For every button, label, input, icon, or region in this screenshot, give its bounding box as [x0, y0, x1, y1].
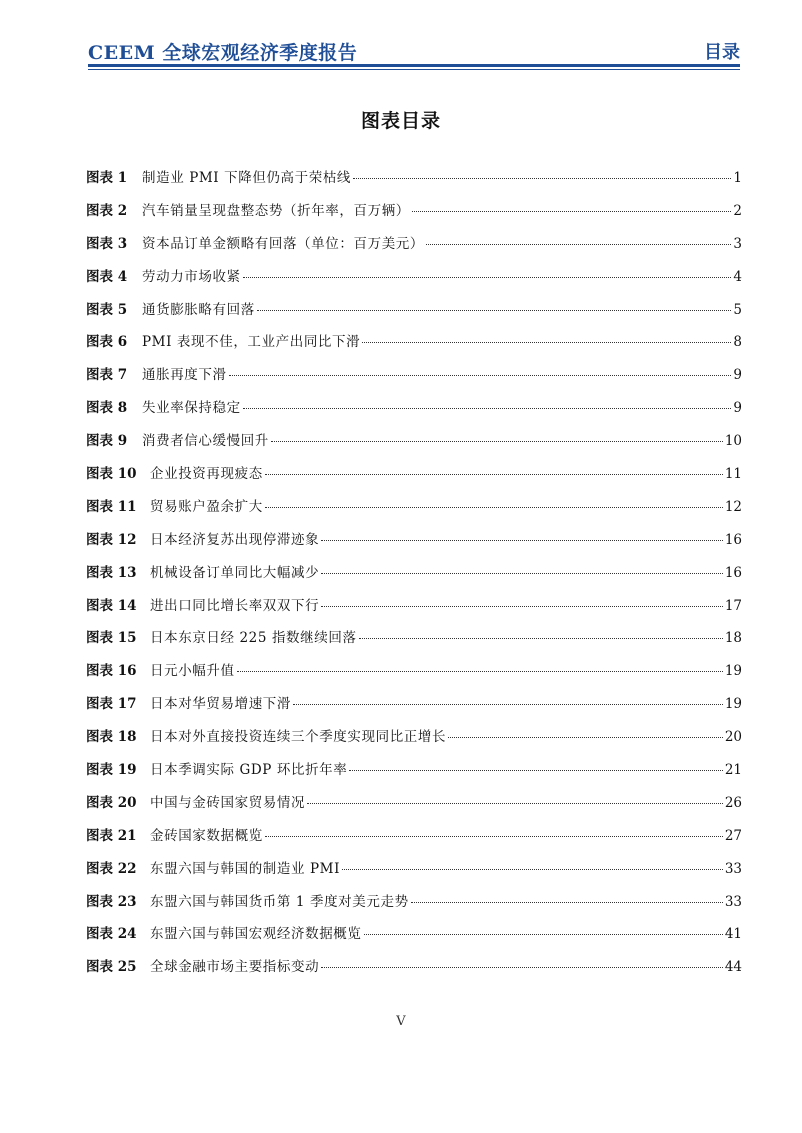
header-rule-thin	[88, 69, 740, 70]
toc-entry[interactable]	[86, 267, 742, 300]
toc-leader-dots	[243, 408, 732, 409]
toc-entry-label: 图表 8	[86, 400, 128, 417]
toc-entry-text: 中国与金砖国家贸易情况	[150, 794, 306, 811]
toc-entry-label: 图表 21	[86, 827, 137, 844]
toc-entry-text: PMI 表现不佳，工业产出同比下滑	[142, 334, 361, 351]
toc-entry-text: 日本对外直接投资连续三个季度实现同比正增长	[150, 729, 447, 746]
toc-entry-label: 图表 22	[86, 860, 137, 877]
toc-entry-text: 汽车销量呈现盘整态势（折年率，百万辆）	[142, 202, 410, 219]
header-rule	[88, 64, 740, 67]
toc-entry[interactable]	[86, 398, 742, 431]
toc-entry-label: 图表 24	[86, 926, 137, 943]
toc-entry-text: 东盟六国与韩国货币第 1 季度对美元走势	[150, 893, 409, 910]
toc-entry-page: 18	[724, 630, 742, 647]
toc-leader-dots	[342, 869, 723, 870]
toc-entry-page: 9	[733, 400, 742, 417]
toc-entry-page: 9	[733, 367, 742, 384]
toc-entry[interactable]	[86, 596, 742, 629]
toc-entry-page: 26	[724, 794, 742, 811]
toc-entry-label: 图表 4	[86, 268, 128, 285]
toc-entry[interactable]	[86, 464, 742, 497]
toc-entry-page: 4	[733, 268, 742, 285]
toc-entry-text: 制造业 PMI 下降但仍高于荣枯线	[142, 170, 352, 186]
toc-entry[interactable]	[86, 332, 742, 365]
toc-entry-label: 图表 23	[86, 893, 137, 910]
toc-entry-page: 5	[733, 301, 742, 318]
toc-leader-dots	[364, 934, 723, 935]
toc-entry[interactable]	[86, 892, 742, 925]
toc-entry[interactable]	[86, 530, 742, 563]
toc-entry[interactable]	[86, 563, 742, 596]
toc-entry-page: 3	[733, 235, 742, 252]
toc-leader-dots	[321, 540, 723, 541]
toc-entry-page: 17	[724, 597, 742, 614]
toc-entry-page: 44	[724, 959, 742, 976]
toc-entry-page: 33	[724, 860, 742, 877]
toc-entry-label: 图表 20	[86, 794, 137, 811]
toc-entry-text: 日元小幅升值	[150, 663, 235, 680]
toc-leader-dots	[321, 573, 723, 574]
toc-leader-dots	[229, 375, 732, 376]
toc-entry-label: 图表 3	[86, 235, 128, 252]
toc-entry[interactable]	[86, 957, 742, 990]
toc-leader-dots	[359, 638, 723, 639]
toc-leader-dots	[362, 342, 731, 343]
toc-entry-page: 8	[733, 334, 742, 351]
toc-leader-dots	[265, 507, 723, 508]
toc-entry[interactable]	[86, 234, 742, 267]
toc-entry-page: 41	[724, 926, 742, 943]
toc-entry-label: 图表 11	[86, 498, 137, 515]
toc-entry-text: 失业率保持稳定	[142, 400, 241, 417]
page-number: V	[396, 1014, 406, 1029]
toc-entry-label: 图表 7	[86, 367, 128, 384]
toc-entry-label: 图表 14	[86, 597, 137, 614]
toc-entry-page: 19	[724, 663, 742, 680]
toc-entry-text: 日本对华贸易增速下滑	[150, 696, 291, 713]
toc-entry-page: 33	[724, 893, 742, 910]
toc-entry[interactable]	[86, 201, 742, 234]
toc-entry-text: 东盟六国与韩国宏观经济数据概览	[150, 926, 362, 943]
toc-entry-page: 1	[733, 170, 742, 186]
toc-entry-label: 图表 10	[86, 466, 137, 483]
toc-entry-page: 20	[724, 729, 742, 746]
toc-entry-text: 劳动力市场收紧	[142, 268, 241, 285]
toc-entry[interactable]	[86, 365, 742, 398]
page-header	[88, 34, 740, 66]
toc-entry[interactable]	[86, 760, 742, 793]
toc-entry-text: 企业投资再现疲态	[150, 466, 263, 483]
toc-entry-page: 16	[724, 531, 742, 548]
toc-leader-dots	[271, 441, 723, 442]
toc-leader-dots	[307, 803, 723, 804]
toc-leader-dots	[448, 737, 723, 738]
toc-leader-dots	[265, 836, 723, 837]
toc-entry-text: 日本东京日经 225 指数继续回落	[150, 630, 357, 647]
toc-leader-dots	[349, 770, 722, 771]
toc-entry[interactable]	[86, 727, 742, 760]
toc-leader-dots	[293, 704, 723, 705]
page-title: 图表目录	[360, 110, 441, 132]
toc-entry-label: 图表 13	[86, 564, 137, 581]
toc-leader-dots	[353, 178, 731, 179]
toc-entry[interactable]	[86, 859, 742, 892]
toc-entry-page: 2	[733, 202, 742, 219]
toc-entry[interactable]	[86, 793, 742, 826]
toc-leader-dots	[321, 967, 723, 968]
toc-entry-label: 图表 19	[86, 762, 137, 779]
toc-entry-label: 图表 15	[86, 630, 137, 647]
toc-entry-text: 资本品订单金额略有回落（单位：百万美元）	[142, 235, 424, 252]
toc-entry[interactable]	[86, 497, 742, 530]
toc-leader-dots	[412, 211, 732, 212]
toc-entry-page: 16	[724, 564, 742, 581]
toc-entry[interactable]	[86, 628, 742, 661]
toc-entry-label: 图表 5	[86, 301, 128, 318]
toc-entry-label: 图表 25	[86, 959, 137, 976]
toc-entry-text: 日本经济复苏出现停滞迹象	[150, 531, 320, 548]
toc-leader-dots	[237, 671, 723, 672]
section-name: 目录	[704, 42, 740, 63]
toc-entry-text: 进出口同比增长率双双下行	[150, 597, 320, 614]
toc-entry-label: 图表 17	[86, 696, 137, 713]
toc-entry-label: 图表 6	[86, 334, 128, 351]
toc-entry-page: 21	[724, 762, 742, 779]
toc-entry-label: 图表 12	[86, 531, 137, 548]
toc-entry-label: 图表 18	[86, 729, 137, 746]
toc-entry-text: 消费者信心缓慢回升	[142, 433, 269, 450]
toc-leader-dots	[426, 244, 731, 245]
toc-entry[interactable]	[86, 431, 742, 464]
toc-entry-label: 图表 1	[86, 170, 128, 186]
toc-entry-page: 27	[724, 827, 742, 844]
toc-entry-label: 图表 9	[86, 433, 128, 450]
toc-leader-dots	[243, 277, 732, 278]
toc-entry-text: 全球金融市场主要指标变动	[150, 959, 320, 976]
toc-leader-dots	[321, 606, 723, 607]
toc-entry-label: 图表 16	[86, 663, 137, 680]
toc-entry-page: 19	[724, 696, 742, 713]
toc-leader-dots	[411, 902, 723, 903]
toc-entry[interactable]	[86, 694, 742, 727]
toc-entry-page: 11	[724, 466, 742, 483]
toc-entry-text: 机械设备订单同比大幅减少	[150, 564, 320, 581]
toc-leader-dots	[257, 310, 732, 311]
toc-entry[interactable]	[86, 168, 742, 201]
toc-entry-text: 日本季调实际 GDP 环比折年率	[150, 762, 348, 779]
toc-entry[interactable]	[86, 661, 742, 694]
report-title: CEEM 全球宏观经济季度报告	[88, 42, 358, 64]
table-of-figures	[86, 168, 742, 990]
toc-entry-text: 贸易账户盈余扩大	[150, 498, 263, 515]
toc-entry-page: 10	[724, 433, 742, 450]
toc-entry-label: 图表 2	[86, 202, 128, 219]
toc-entry[interactable]	[86, 300, 742, 333]
toc-entry[interactable]	[86, 826, 742, 859]
toc-entry-page: 12	[724, 498, 742, 515]
toc-leader-dots	[265, 474, 723, 475]
toc-entry[interactable]	[86, 924, 742, 957]
toc-entry-text: 通货膨胀略有回落	[142, 301, 255, 318]
toc-entry-text: 金砖国家数据概览	[150, 827, 263, 844]
toc-entry-text: 通胀再度下滑	[142, 367, 227, 384]
toc-entry-text: 东盟六国与韩国的制造业 PMI	[150, 860, 341, 877]
